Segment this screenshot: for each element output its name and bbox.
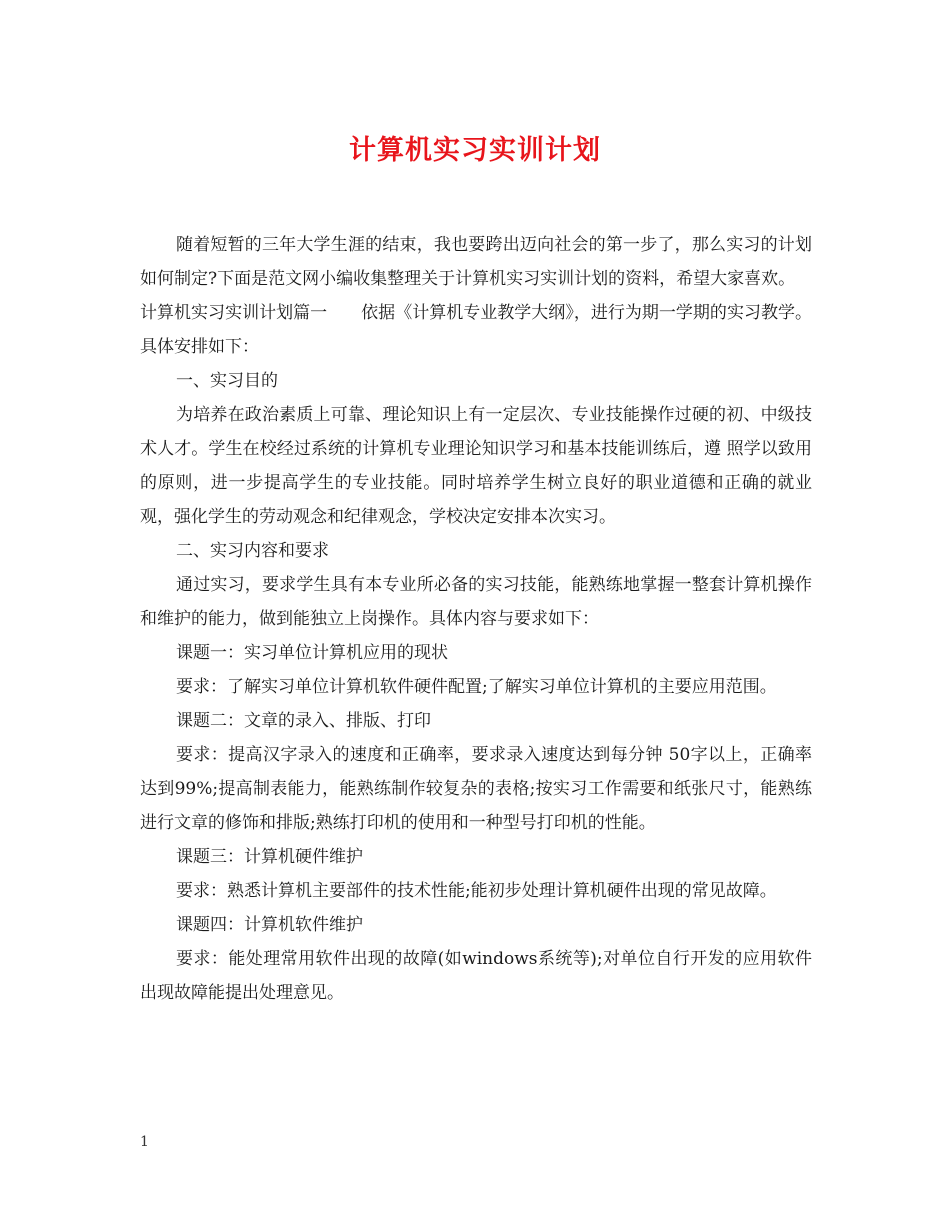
document-body — [140, 228, 812, 1010]
topic-2-requirement: 要求：提高汉字录入的速度和正确率，要求录入速度达到每分钟 50字以上，正确率达到99%;提高制表能力，能熟练制作较复杂的表格;按实习工作需要和纸张尺寸，能熟练进行文章的修饰和排版;熟练打印机的使用和一种型号打印机的性能。 — [140, 745, 812, 833]
paragraph-purpose: 为培养在政治素质上可靠、理论知识上有一定层次、专业技能操作过硬的初、中级技术人才。学生在校经过系统的计算机专业理论知识学习和基本技能训练后，遵 照学以致用的原则，进一步提高学生的专业技能。同时培养学生树立良好的职业道德和正确的就业观，强化学生的劳动观念和纪律观念，学校决定安排本次实习。 — [140, 405, 812, 527]
paragraph-intro: 随着短暂的三年大学生涯的结束，我也要跨出迈向社会的第一步了，那么实习的计划如何制定?下面是范文网小编收集整理关于计算机实习实训计划的资料，希望大家喜欢。 — [140, 235, 812, 289]
topic-1-requirement: 要求：了解实习单位计算机软件硬件配置;了解实习单位计算机的主要应用范围。 — [176, 677, 777, 697]
topic-2-heading: 课题二：文章的录入、排版、打印 — [176, 711, 431, 731]
paragraph-plan-heading: 计算机实习实训计划篇一 依据《计算机专业教学大纲》，进行为期一学期的实习教学。具体安排如下： — [140, 303, 812, 357]
page-title: 计算机实习实训计划 — [349, 135, 601, 166]
topic-1-heading: 课题一：实习单位计算机应用的现状 — [176, 643, 448, 663]
topic-3-requirement: 要求：熟悉计算机主要部件的技术性能;能初步处理计算机硬件出现的常见故障。 — [176, 881, 777, 901]
section-heading-content: 二、实习内容和要求 — [176, 541, 329, 561]
topic-3-heading: 课题三：计算机硬件维护 — [176, 847, 363, 867]
paragraph-content: 通过实习，要求学生具有本专业所必备的实习技能，能熟练地掌握一整套计算机操作和维护的能力，做到能独立上岗操作。具体内容与要求如下： — [140, 575, 812, 629]
section-heading-purpose: 一、实习目的 — [176, 371, 278, 391]
page-number: 1 — [140, 1134, 149, 1150]
topic-4-requirement: 要求：能处理常用软件出现的故障(如windows系统等);对单位自行开发的应用软件出现故障能提出处理意见。 — [140, 949, 812, 1003]
topic-4-heading: 课题四：计算机软件维护 — [176, 915, 363, 935]
